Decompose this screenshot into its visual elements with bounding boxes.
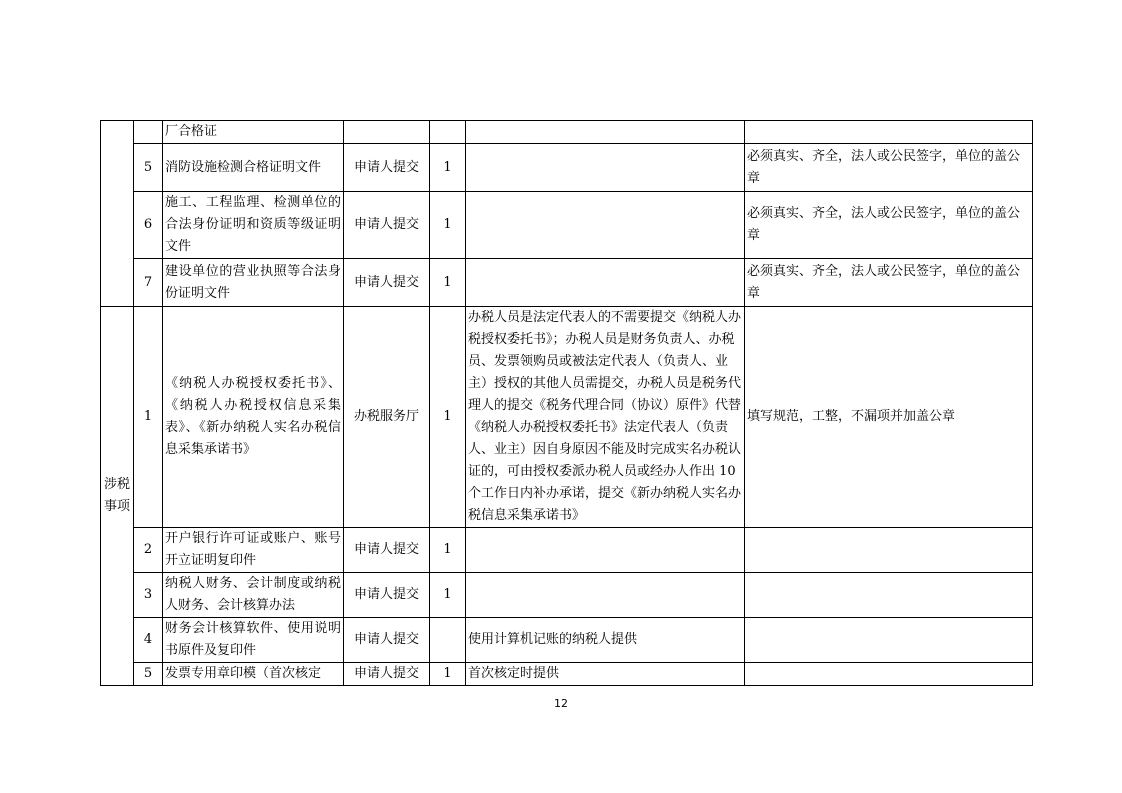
table-row (101, 307, 1033, 528)
row-number: 4 (134, 618, 163, 663)
row-number: 2 (134, 528, 163, 573)
table-row (101, 192, 1033, 259)
material-requirement (745, 663, 1033, 686)
material-count: 1 (430, 259, 466, 307)
material-note (466, 259, 745, 307)
material-note (466, 144, 745, 192)
requirements-table (100, 120, 1033, 686)
material-name: 施工、工程监理、检测单位的合法身份证明和资质等级证明文件 (163, 192, 344, 259)
material-name: 《纳税人办税授权委托书》、《纳税人办税授权信息采集表》、《新办纳税人实名办税信息采集承诺书》 (163, 307, 344, 528)
material-source: 办税服务厅 (344, 307, 430, 528)
material-source: 申请人提交 (344, 528, 430, 573)
material-requirement (745, 573, 1033, 618)
material-source: 申请人提交 (344, 618, 430, 663)
category-label: 涉税事项 (101, 307, 134, 686)
category-cell-blank (101, 121, 134, 307)
row-number: 6 (134, 192, 163, 259)
material-name: 厂合格证 (163, 121, 344, 144)
material-note (466, 192, 745, 259)
material-note: 使用计算机记账的纳税人提供 (466, 618, 745, 663)
table-row (101, 573, 1033, 618)
material-count: 1 (430, 663, 466, 686)
material-name: 发票专用章印模（首次核定 (163, 663, 344, 686)
table-row (101, 259, 1033, 307)
row-number: 7 (134, 259, 163, 307)
material-requirement: 必须真实、齐全，法人或公民签字，单位的盖公章 (745, 192, 1033, 259)
material-name: 开户银行许可证或账户、账号开立证明复印件 (163, 528, 344, 573)
row-number: 5 (134, 144, 163, 192)
material-note (466, 573, 745, 618)
material-note (466, 121, 745, 144)
material-requirement (745, 121, 1033, 144)
material-name: 建设单位的营业执照等合法身份证明文件 (163, 259, 344, 307)
material-count: 1 (430, 144, 466, 192)
material-source: 申请人提交 (344, 573, 430, 618)
material-count (430, 121, 466, 144)
material-count: 1 (430, 528, 466, 573)
table-row (101, 618, 1033, 663)
row-number: 3 (134, 573, 163, 618)
material-name: 消防设施检测合格证明文件 (163, 144, 344, 192)
material-count: 1 (430, 307, 466, 528)
material-requirement (745, 528, 1033, 573)
material-count: 1 (430, 192, 466, 259)
material-count (430, 618, 466, 663)
table-row (101, 663, 1033, 686)
material-source: 申请人提交 (344, 663, 430, 686)
material-source: 申请人提交 (344, 144, 430, 192)
table-row (101, 144, 1033, 192)
table-row (101, 121, 1033, 144)
material-source (344, 121, 430, 144)
material-name: 纳税人财务、会计制度或纳税人财务、会计核算办法 (163, 573, 344, 618)
row-number: 5 (134, 663, 163, 686)
material-requirement (745, 618, 1033, 663)
material-note (466, 528, 745, 573)
material-source: 申请人提交 (344, 192, 430, 259)
material-name: 财务会计核算软件、使用说明书原件及复印件 (163, 618, 344, 663)
row-number: 1 (134, 307, 163, 528)
material-requirement: 必须真实、齐全，法人或公民签字，单位的盖公章 (745, 144, 1033, 192)
material-requirement: 填写规范，工整，不漏项并加盖公章 (745, 307, 1033, 528)
material-count: 1 (430, 573, 466, 618)
material-requirement: 必须真实、齐全，法人或公民签字，单位的盖公章 (745, 259, 1033, 307)
row-number (134, 121, 163, 144)
page-number: 12 (554, 697, 568, 710)
material-note: 办税人员是法定代表人的不需要提交《纳税人办税授权委托书》；办税人员是财务负责人、办税员、发票领购员或被法定代表人（负责人、业主）授权的其他人员需提交，办税人员是税务代理人的提交《税务代理合同（协议）原件》代替《纳税人办税授权委托书》法定代表人（负责人、业主）因自身原因不能及时完成实名办税认证的，可由授权委派办税人员或经办人作出 10 个工作日内补办承诺，提交《新办纳税人实名办税信息采集承诺书》 (466, 307, 745, 528)
material-note: 首次核定时提供 (466, 663, 745, 686)
table-row (101, 528, 1033, 573)
material-source: 申请人提交 (344, 259, 430, 307)
